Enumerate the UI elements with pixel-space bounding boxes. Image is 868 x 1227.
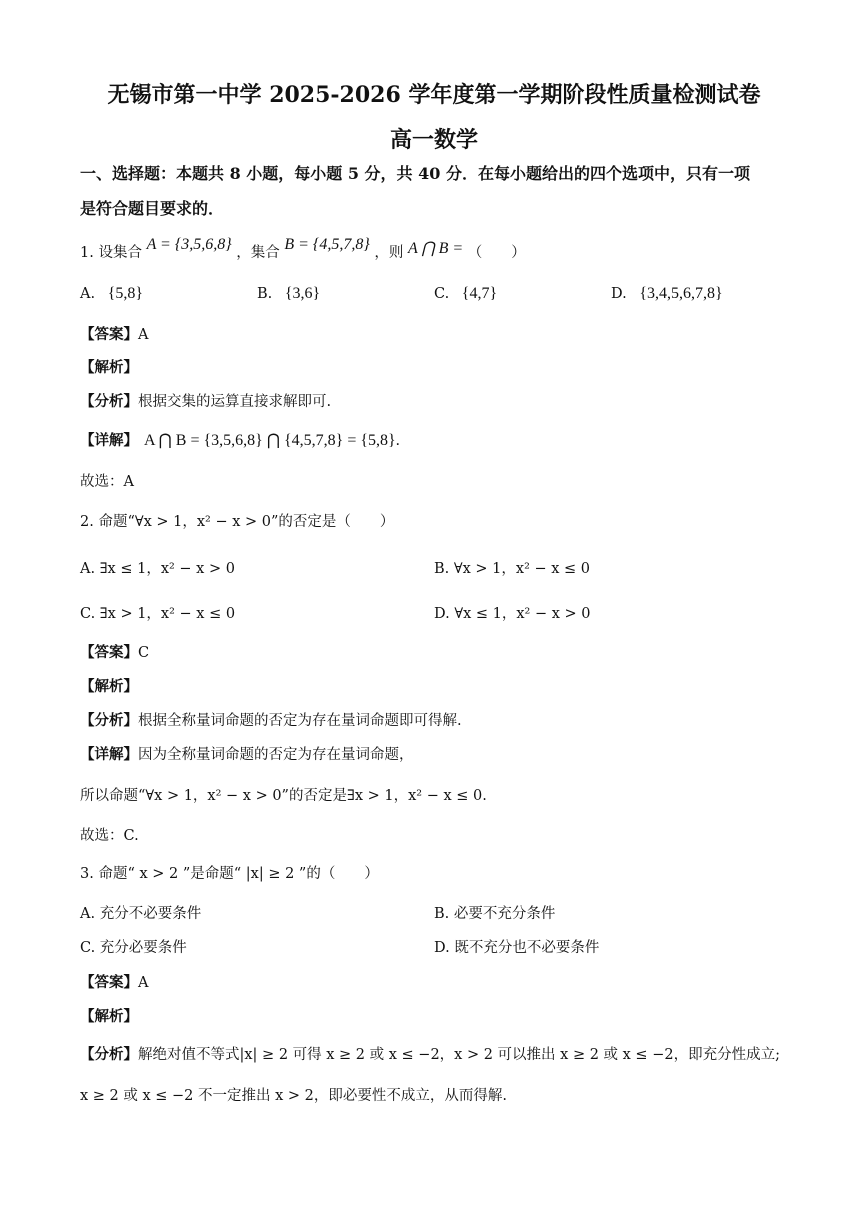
q1-option-b-label: B. [257, 286, 273, 302]
q1-stem-c: ，则 [374, 245, 404, 261]
q2-option-d: D. ∀x ≤ 1，x² − x > 0 [434, 606, 591, 622]
q1-answer-value: A [138, 327, 149, 343]
q3-fenxi-text: 解绝对值不等式|x| ≥ 2 可得 x ≥ 2 或 x ≤ −2，x > 2 可以推出 x ≥ 2 或 x ≤ −2，即充分性成立; [138, 1047, 780, 1063]
page-title: 无锡市第一中学 2025-2026 学年度第一学期阶段性质量检测试卷 [107, 82, 761, 108]
q1-option-d-label: D. [611, 286, 627, 302]
q2-answer [80, 644, 149, 662]
q1-answer-tag: 【答案】 [80, 326, 138, 343]
q1-stem [80, 236, 526, 262]
q1-paren: （ ） [467, 245, 526, 261]
q3-fenxi-line2: x ≥ 2 或 x ≤ −2 不一定推出 x > 2，即必要性不成立，从而得解. [80, 1088, 508, 1104]
q1-xiangjie-text: A ⋂ B = {3,5,6,8} ⋂ {4,5,7,8} = {5,8}. [144, 432, 400, 449]
q2-option-c: C. ∃x > 1，x² − x ≤ 0 [80, 606, 236, 622]
q1-set-a: A = {3,5,6,8} [146, 236, 232, 253]
q2-fenxi-tag: 【分析】 [80, 712, 138, 729]
q3-option-a: A. 充分不必要条件 [80, 906, 202, 922]
q1-guxuan: 故选：A [80, 474, 134, 490]
q1-option-b-value: {3,6} [284, 285, 321, 302]
q2-fenxi [80, 712, 462, 730]
q1-option-d-value: {3,4,5,6,7,8} [639, 285, 723, 302]
q3-answer-tag: 【答案】 [80, 974, 138, 991]
q3-option-b: B. 必要不充分条件 [434, 906, 556, 922]
q1-option-c-label: C. [434, 286, 450, 302]
q3-jiexi: 【解析】 [80, 1008, 138, 1025]
q1-option-c [434, 285, 497, 303]
q1-xiangjie [80, 432, 400, 450]
q3-answer [80, 974, 148, 992]
q2-xiangjie-tag: 【详解】 [80, 746, 138, 763]
q2-xiangjie-line2: 所以命题“∀x > 1，x² − x > 0”的否定是∃x > 1，x² − x ≤ 0. [80, 788, 487, 804]
q1-option-a [80, 285, 143, 303]
q1-fenxi-tag: 【分析】 [80, 393, 138, 410]
q1-option-a-label: A. [80, 286, 96, 302]
q3-option-c: C. 充分必要条件 [80, 940, 187, 956]
page-subtitle: 高一数学 [389, 127, 478, 153]
q1-jiexi: 【解析】 [80, 359, 138, 376]
q1-expr: A ⋂ B = [407, 240, 464, 257]
q2-answer-value: C [138, 645, 150, 661]
q2-stem: 2. 命题“∀x > 1，x² − x > 0”的否定是（ ） [80, 514, 395, 530]
q1-answer [80, 326, 148, 344]
q2-option-b: B. ∀x > 1，x² − x ≤ 0 [434, 561, 591, 577]
q2-option-a: A. ∃x ≤ 1，x² − x > 0 [80, 561, 235, 577]
q1-option-c-value: {4,7} [461, 285, 498, 302]
q3-option-d: D. 既不充分也不必要条件 [434, 940, 600, 956]
q2-jiexi: 【解析】 [80, 678, 138, 695]
section-heading-line2: 是符合题目要求的． [80, 199, 225, 218]
q3-stem: 3. 命题“ x > 2 ”是命题“ |x| ≥ 2 ”的（ ） [80, 866, 379, 882]
q3-fenxi-tag: 【分析】 [80, 1046, 138, 1063]
q1-fenxi-text: 根据交集的运算直接求解即可. [138, 394, 332, 410]
q1-xiangjie-tag: 【详解】 [80, 432, 138, 449]
section-heading-line1: 一、选择题：本题共 8 小题，每小题 5 分，共 40 分．在每小题给出的四个选项中，只有一项 [80, 164, 750, 183]
q1-set-b: B = {4,5,7,8} [284, 236, 370, 253]
q1-stem-a: 1. 设集合 [80, 245, 142, 261]
q3-answer-value: A [138, 975, 149, 991]
q2-fenxi-text: 根据全称量词命题的否定为存在量词命题即可得解. [138, 713, 462, 729]
q1-fenxi [80, 393, 331, 411]
q1-option-a-value: {5,8} [107, 285, 144, 302]
q2-guxuan: 故选：C. [80, 828, 139, 844]
q2-answer-tag: 【答案】 [80, 644, 138, 661]
q1-option-b [257, 285, 320, 303]
q2-xiangjie [80, 746, 414, 764]
q1-option-d [611, 285, 723, 303]
q1-stem-b: ，集合 [236, 245, 280, 261]
q2-xiangjie-text: 因为全称量词命题的否定为存在量词命题， [138, 747, 414, 763]
q3-fenxi [80, 1046, 780, 1064]
